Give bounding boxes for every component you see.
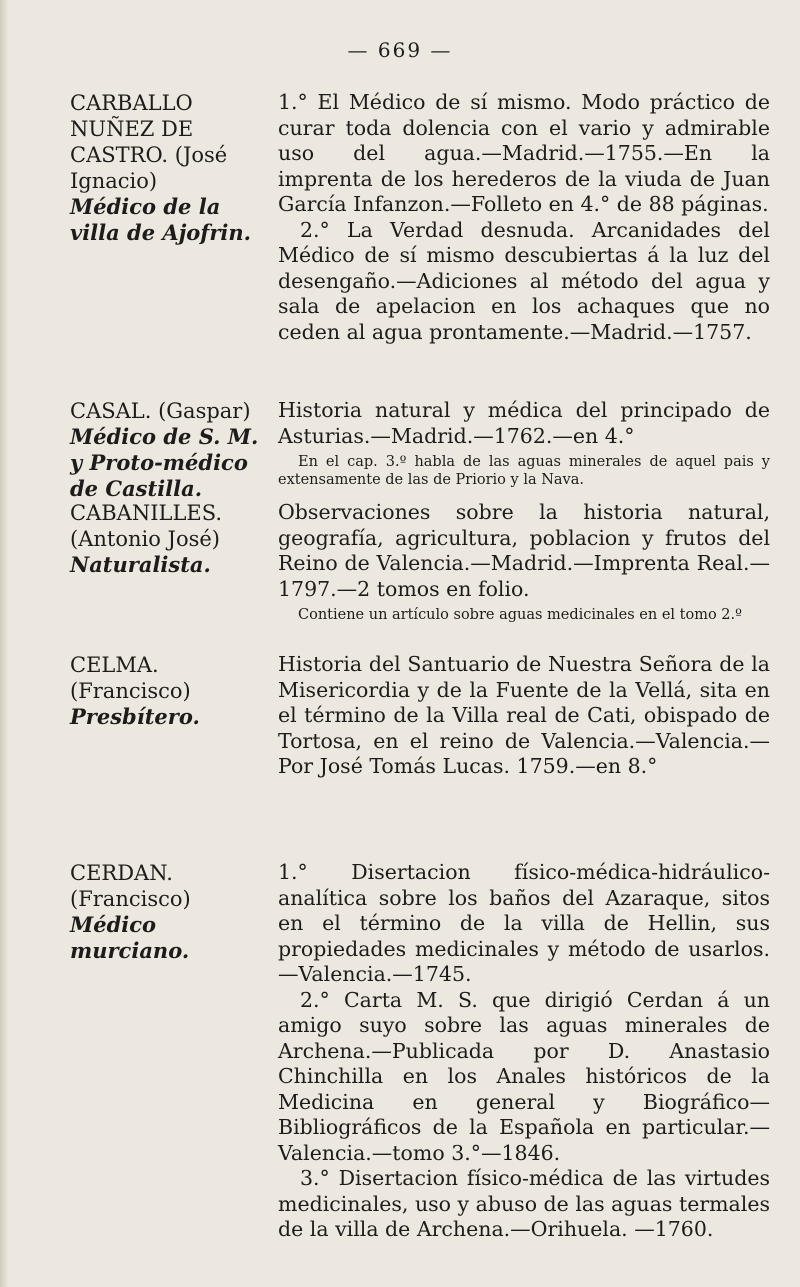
- author-column: [70, 500, 270, 578]
- author-description: Médico de S. M. y Proto-médico de Castilla.: [70, 424, 259, 501]
- works-column: [278, 860, 770, 1243]
- page-number: — 669 —: [347, 38, 453, 62]
- work-item: Observaciones sobre la historia natural, geografía, agricultura, poblacion y frutos del Reino de Valencia.—Madrid.—Imprenta Real.—1797.—2 tomos en folio.: [278, 500, 770, 601]
- author-name: CELMA. (Francisco): [70, 653, 191, 703]
- page-edge: [0, 0, 8, 1287]
- author-description: Naturalista.: [70, 552, 211, 577]
- author-description: Médico murciano.: [70, 912, 190, 963]
- work-item: 3.° Disertacion físico-médica de las virtudes medicinales, uso y abuso de las aguas termales de la villa de Archena.—Orihuela. —1760.: [278, 1166, 770, 1241]
- work-note: En el cap. 3.º habla de las aguas minerales de aquel pais y extensamente de las de Priorio y la Nava.: [278, 454, 770, 488]
- works-column: [278, 90, 770, 345]
- works-column: [278, 398, 770, 491]
- author-column: [70, 652, 270, 730]
- author-column: [70, 398, 270, 502]
- works-column: [278, 500, 770, 626]
- work-item: Historia natural y médica del principado de Asturias.—Madrid.—1762.—en 4.°: [278, 398, 770, 448]
- author-name: CARBALLO NUÑEZ DE CASTRO. (José Ignacio): [70, 91, 228, 193]
- author-name: CABANILLES. (Antonio José): [70, 501, 223, 551]
- author-column: [70, 90, 270, 246]
- work-item: 2.° Carta M. S. que dirigió Cerdan á un amigo suyo sobre las aguas minerales de Archena.—Publicada por D. Anastasio Chinchilla en los Anales históricos de la Medicina en general y Biográfico—Bibliográficos de la Española en particular.—Valencia.—tomo 3.°—1846.: [278, 987, 770, 1165]
- author-description: Médico de la villa de Ajofrin.: [70, 194, 251, 245]
- author-name: CASAL. (Gaspar): [70, 399, 251, 423]
- works-column: [278, 652, 770, 780]
- author-description: Presbítero.: [70, 704, 200, 729]
- author-column: [70, 860, 270, 964]
- work-note: Contiene un artículo sobre aguas medicinales en el tomo 2.º: [298, 607, 742, 623]
- work-item: 2.° La Verdad desnuda. Arcanidades del Médico de sí mismo descubiertas á la luz del desengaño.—Adiciones al método del agua y sala de apelacion en los achaques que no ceden al agua prontamente.—Madrid.—1757.: [278, 217, 770, 344]
- work-item: 1.° Disertacion físico-médica-hidráulico-analítica sobre los baños del Azaraque, sitos en el término de la villa de Hellin, sus propiedades medicinales y método de usarlos.—Valencia.—1745.: [278, 860, 770, 986]
- work-item: 1.° El Médico de sí mismo. Modo práctico de curar toda dolencia con el vario y admirable uso del agua.—Madrid.—1755.—En la imprenta de los herederos de la viuda de Juan García Infanzon.—Folleto en 4.° de 88 páginas.: [278, 90, 770, 216]
- author-name: CERDAN. (Francisco): [70, 861, 191, 911]
- work-item: Historia del Santuario de Nuestra Señora de la Misericordia y de la Fuente de la Vellá, sita en el término de la Villa real de Cati, obispado de Tortosa, en el reino de Valencia.—Valencia.—Por José Tomás Lucas. 1759.—en 8.°: [278, 652, 770, 778]
